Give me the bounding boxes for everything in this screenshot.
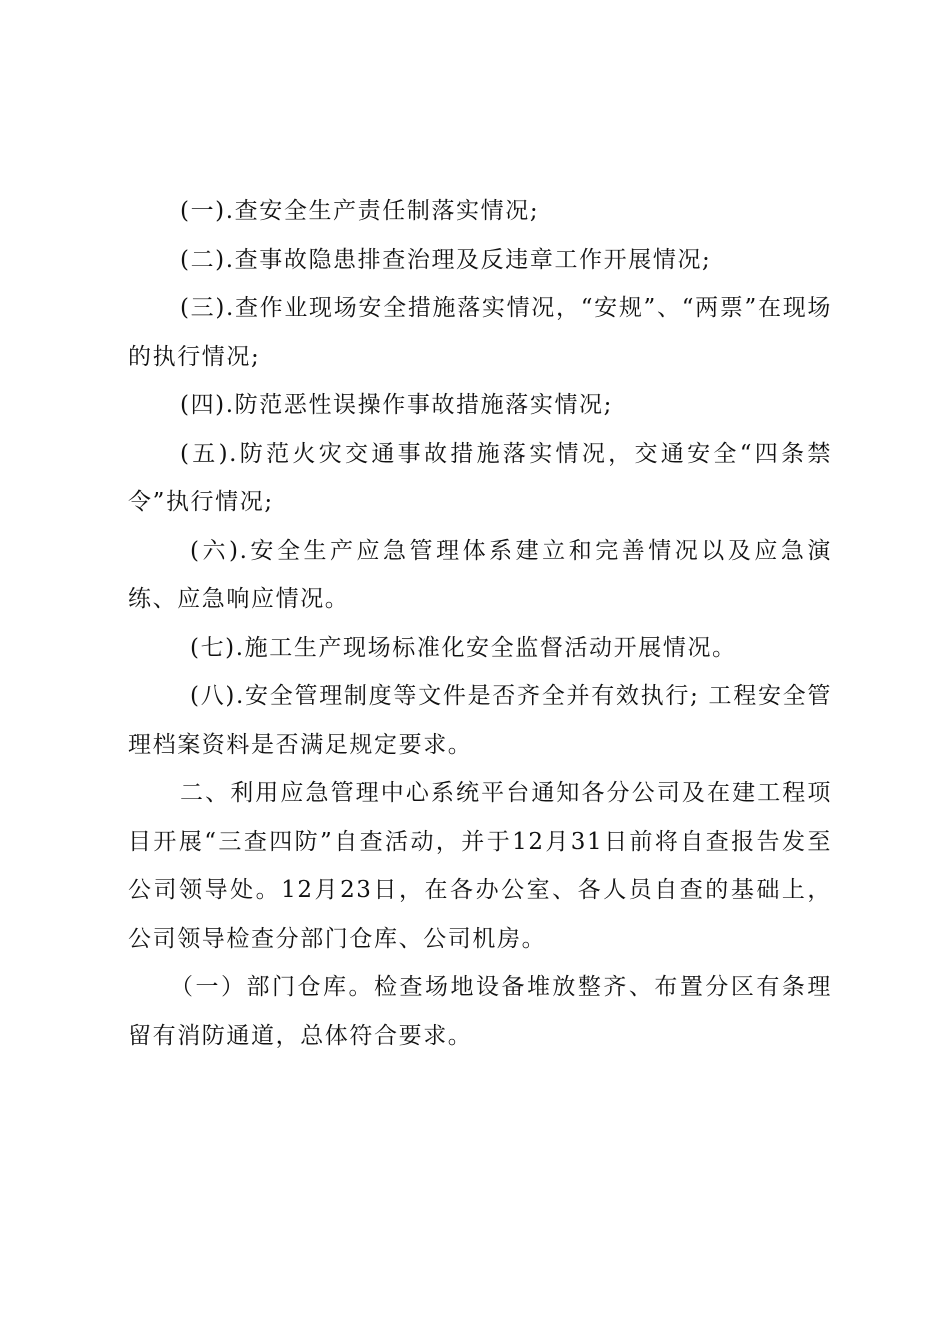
paragraph-item-6: (六).安全生产应急管理体系建立和完善情况以及应急演练、应急响应情况。 (128, 537, 832, 612)
paragraph-item-4: (四).防范恶性误操作事故措施落实情况; (180, 392, 614, 418)
document-body (128, 187, 832, 1060)
paragraph-item-2: (二).查事故隐患排查治理及反违章工作开展情况; (180, 246, 712, 273)
paragraph-item-8: (八).安全管理制度等文件是否齐全并有效执行; 工程安全管理档案资料是否满足规定要求。 (128, 683, 832, 758)
paragraph-item-3: (三).查作业现场安全措施落实情况，“安规”、“两票”在现场的执行情况; (128, 295, 832, 370)
paragraph-item-1: (一).查安全生产责任制落实情况; (180, 198, 540, 224)
paragraph-subsection-1: （一）部门仓库。检查场地设备堆放整齐、布置分区有条理留有消防通道，总体符合要求。 (128, 974, 832, 1049)
paragraph-item-7: (七).施工生产现场标准化安全监督活动开展情况。 (190, 634, 737, 661)
paragraph-section-2: 二、利用应急管理中心系统平台通知各分公司及在建工程项目开展“三查四防”自查活动，并于12月31日前将自查报告发至公司领导处。12月23日，在各办公室、各人员自查的基础上，公司领导检查分部门仓库、公司机房。 (128, 780, 832, 952)
paragraph-item-5: (五).防范火灾交通事故措施落实情况，交通安全“四条禁令”执行情况; (128, 440, 832, 515)
